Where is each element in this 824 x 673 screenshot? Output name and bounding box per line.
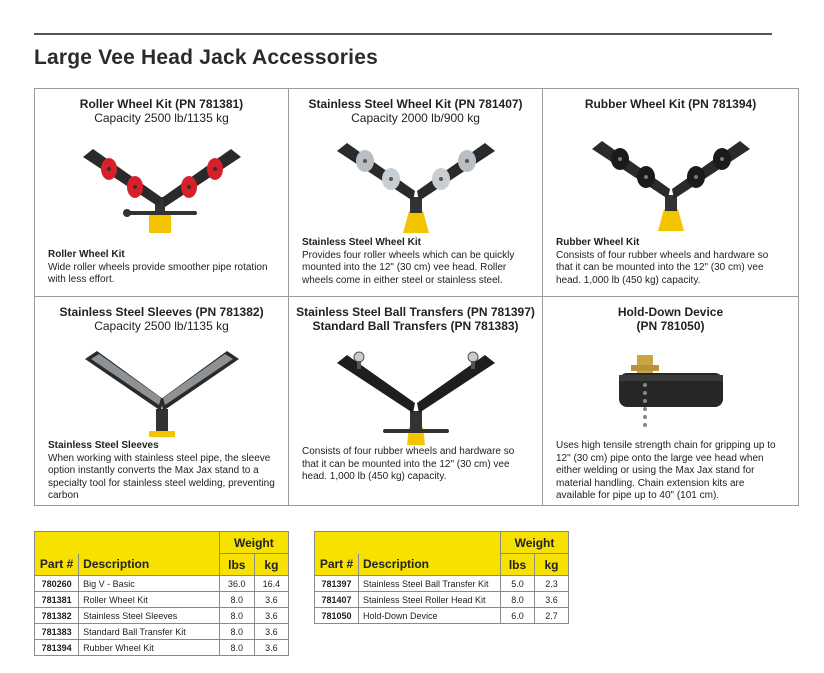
cell-kg: 3.6 [254, 624, 288, 640]
product-subtitle: Rubber Wheel Kit [556, 237, 640, 248]
cell-kg: 16.4 [254, 576, 288, 592]
product-description [556, 237, 786, 287]
product-title: Stainless Steel Sleeves (PN 781382) [59, 305, 264, 319]
table-row [315, 576, 569, 592]
product-title-secondary: Standard Ball Transfers (PN 781383) [312, 319, 519, 333]
cell-description: Stainless Steel Roller Head Kit [359, 592, 501, 608]
parts-table-left [34, 531, 289, 656]
cell-lbs: 8.0 [501, 592, 535, 608]
product-rubber-wheel-kit [543, 89, 798, 297]
product-stainless-steel-wheel-kit [289, 89, 543, 297]
cell-description: Hold-Down Device [359, 608, 501, 624]
cell-lbs: 6.0 [501, 608, 535, 624]
table-header-lbs: lbs [219, 554, 254, 576]
product-description [302, 237, 530, 287]
cell-part: 781397 [315, 576, 359, 592]
cell-part: 781382 [35, 608, 79, 624]
product-body: Consists of four rubber wheels and hardware so that it can be mounted into the 12" (30 cm) vee head. 1,000 lb (450 kg) capacity. [556, 249, 769, 286]
table-row [35, 640, 289, 656]
table-header-lbs: lbs [501, 554, 535, 576]
top-rule [34, 33, 772, 35]
parts-table-right [314, 531, 569, 624]
table-header-description: Description [359, 554, 501, 576]
product-capacity: Capacity 2000 lb/900 kg [351, 111, 480, 125]
product-title: Rubber Wheel Kit (PN 781394) [584, 97, 757, 111]
table-header-blank [315, 532, 501, 554]
cell-kg: 3.6 [254, 608, 288, 624]
cell-description: Rubber Wheel Kit [79, 640, 220, 656]
product-body: When working with stainless steel pipe, the sleeve option instantly converts the Max Jax stand to a specialty tool for stainless steel welding, preventing carbon [48, 452, 275, 501]
product-capacity: Capacity 2500 lb/1135 kg [94, 319, 229, 333]
product-subtitle: Stainless Steel Wheel Kit [302, 237, 421, 248]
table-row [35, 624, 289, 640]
product-body: Wide roller wheels provide smoother pipe rotation with less effort. [48, 261, 268, 285]
table-header-description: Description [79, 554, 220, 576]
stainless-wheel-kit-image [289, 137, 542, 233]
cell-part: 781394 [35, 640, 79, 656]
product-grid [34, 88, 799, 506]
cell-kg: 3.6 [535, 592, 569, 608]
cell-kg: 3.6 [254, 592, 288, 608]
product-description [48, 249, 276, 287]
cell-description: Stainless Steel Ball Transfer Kit [359, 576, 501, 592]
product-title: Roller Wheel Kit (PN 781381) [79, 97, 244, 111]
product-title: Stainless Steel Ball Transfers (PN 781397) [296, 305, 535, 319]
cell-part: 781381 [35, 592, 79, 608]
roller-wheel-kit-image [35, 139, 288, 235]
table-row [35, 608, 289, 624]
product-description [302, 446, 530, 484]
table-header-kg: kg [535, 554, 569, 576]
product-roller-wheel-kit [35, 89, 289, 297]
product-title: Stainless Steel Wheel Kit (PN 781407) [308, 97, 523, 111]
product-subtitle: Stainless Steel Sleeves [48, 440, 159, 451]
cell-description: Stainless Steel Sleeves [79, 608, 220, 624]
cell-part: 781407 [315, 592, 359, 608]
product-hold-down-device [543, 297, 798, 505]
stainless-sleeves-image [35, 347, 288, 437]
table-row [315, 608, 569, 624]
table-header-blank [35, 532, 220, 554]
cell-lbs: 8.0 [219, 640, 254, 656]
cell-description: Roller Wheel Kit [79, 592, 220, 608]
cell-part: 781050 [315, 608, 359, 624]
table-row [315, 592, 569, 608]
hold-down-device-image [543, 345, 798, 435]
product-title: Hold-Down Device [617, 305, 724, 319]
product-capacity: Capacity 2500 lb/1135 kg [94, 111, 229, 125]
product-stainless-steel-sleeves [35, 297, 289, 505]
cell-lbs: 8.0 [219, 608, 254, 624]
cell-lbs: 36.0 [219, 576, 254, 592]
cell-part: 780260 [35, 576, 79, 592]
product-body: Provides four roller wheels which can be quickly mounted into the 12" (30 cm) vee head. Roller wheels come in either steel or stainless steel. [302, 249, 515, 286]
product-description [48, 440, 276, 503]
page-title: Large Vee Head Jack Accessories [34, 46, 378, 69]
product-ball-transfers [289, 297, 543, 505]
cell-lbs: 8.0 [219, 592, 254, 608]
cell-description: Standard Ball Transfer Kit [79, 624, 220, 640]
product-body: Consists of four rubber wheels and hardware so that it can be mounted into the 12" (30 cm) vee head. 1,000 lb (450 kg) capacity. [302, 446, 515, 482]
rubber-wheel-kit-image [543, 135, 798, 231]
product-subtitle: Roller Wheel Kit [48, 249, 125, 260]
ball-transfers-image [289, 349, 542, 445]
product-body: Uses high tensile strength chain for gripping up to 12" (30 cm) pipe onto the large vee head when either welding or using the Max Jax stand for material handling. Chain extension kits are available for pipe up to 40" (101 cm). [556, 440, 776, 501]
table-header-kg: kg [254, 554, 288, 576]
cell-description: Big V - Basic [79, 576, 220, 592]
cell-kg: 3.6 [254, 640, 288, 656]
table-row [35, 576, 289, 592]
table-header-weight: Weight [501, 532, 569, 554]
cell-lbs: 5.0 [501, 576, 535, 592]
table-header-part: Part # [35, 554, 79, 576]
table-header-weight: Weight [219, 532, 288, 554]
cell-part: 781383 [35, 624, 79, 640]
product-description [556, 440, 786, 503]
cell-kg: 2.7 [535, 608, 569, 624]
product-title-secondary: (PN 781050) [636, 319, 705, 333]
table-row [35, 592, 289, 608]
table-header-part: Part # [315, 554, 359, 576]
cell-kg: 2.3 [535, 576, 569, 592]
cell-lbs: 8.0 [219, 624, 254, 640]
